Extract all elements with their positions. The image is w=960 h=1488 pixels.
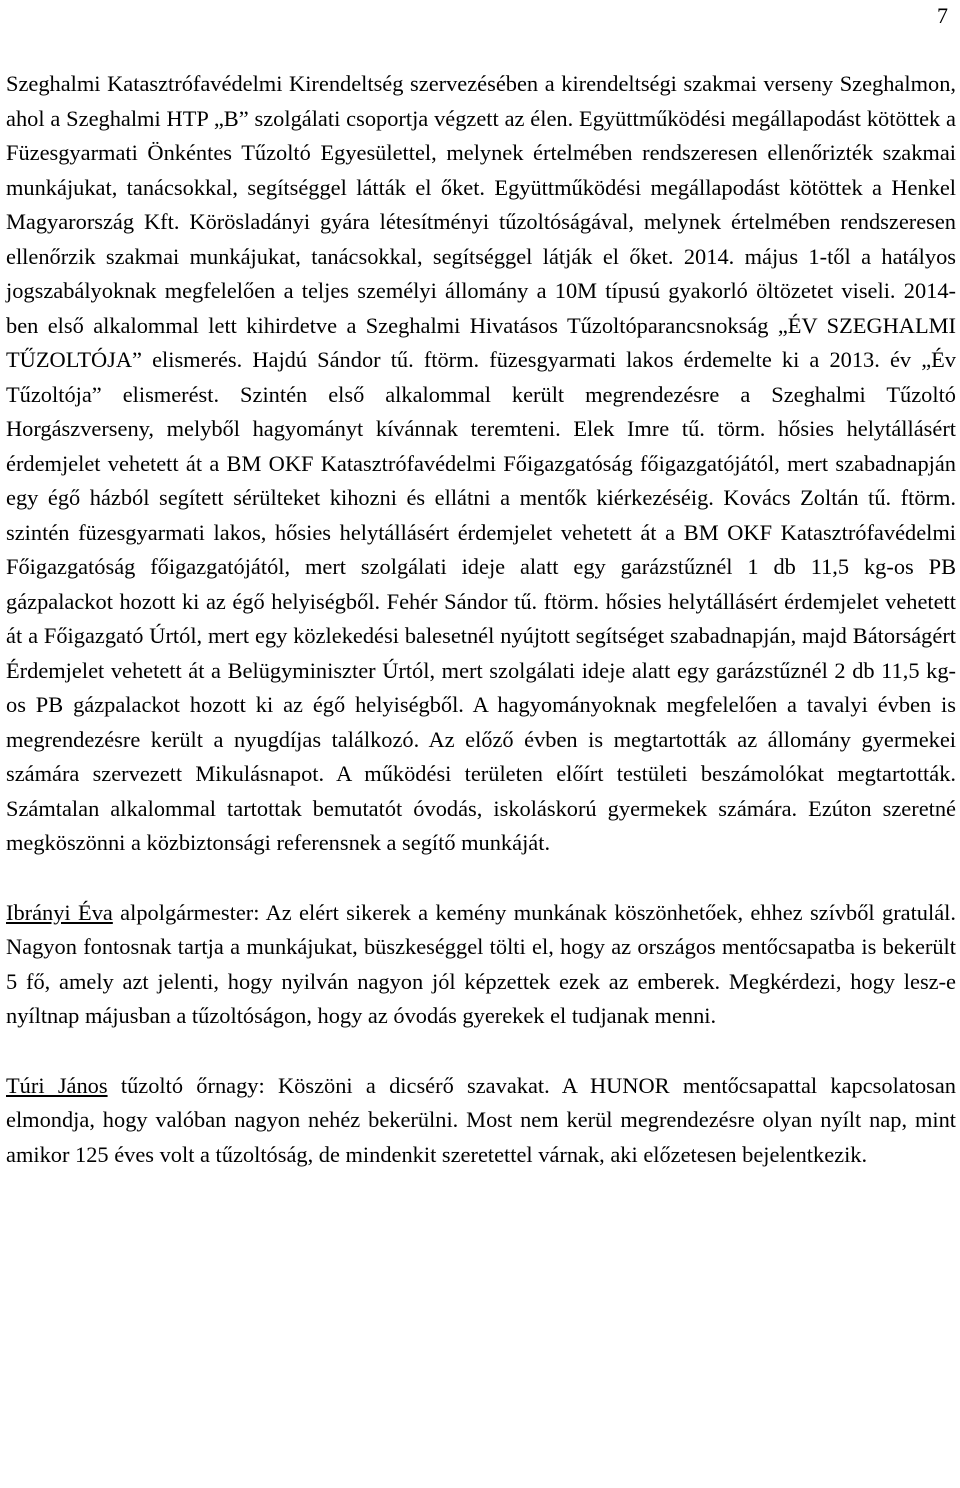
- paragraph-report: [6, 67, 956, 861]
- page-number: 7: [937, 3, 948, 28]
- paragraph-ibranyi-eva: [6, 896, 956, 1034]
- paragraph-text: Az elért sikerek a kemény munkának köszönhetőek, ehhez szívből gratulál. Nagyon fontosnak tartja a munkájukat, büszkeséggel tölti el, hogy az országos mentőcsapatba is bekerült 5 fő, amely azt jelenti, hogy nyilván nagyon jól képzettek ezek az emberek. Megkérdezi, hogy lesz-e nyíltnap májusban a tűzoltóságon, hogy az óvodás gyerekek el tudjanak menni.: [6, 899, 956, 1028]
- paragraph-text: Szeghalmi Katasztrófavédelmi Kirendeltség szervezésében a kirendeltségi szakmai verseny Szeghalmon, ahol a Szeghalmi HTP „B” szolgálati csoportja végzett az élen. Együttműködési megállapodást kötöttek a Füzesgyarmati Önkéntes Tűzoltó Egyesülettel, melynek értelmében rendszeresen ellenőrizték szakmai munkájukat, tanácsokkal, segítséggel látták el őket. Együttműködési megállapodást kötöttek a Henkel Magyarország Kft. Körösladányi gyára létesítményi tűzoltóságával, melynek értelmében rendszeresen ellenőrzik szakmai munkájukat, tanácsokkal, segítséggel látják el őket. 2014. május 1-től a hatályos jogszabályoknak megfelelően a teljes személyi állomány a 10M típusú gyakorló öltözetet viseli. 2014-ben első alkalommal lett kihirdetve a Szeghalmi Hivatásos Tűzoltóparancsnokság „ÉV SZEGHALMI TŰZOLTÓJA” elismerés. Hajdú Sándor tű. ftörm. füzesgyarmati lakos érdemelte ki a 2013. év „Év Tűzoltója” elismerést. Szintén első alkalommal került megrendezésre a Szeghalmi Tűzoltó Horgászverseny, melyből hagyományt kívánnak teremteni. Elek Imre tű. törm. hősies helytállásért érdemjelet vehetett át a BM OKF Katasztrófavédelmi Főigazgatóság főigazgatójától, mert szabadnapján egy égő házból segített sérülteket kihozni és ellátni a mentők kiérkezéséig. Kovács Zoltán tű. ftörm. szintén füzesgyarmati lakos, hősies helytállásért érdemjelet vehetett át a BM OKF Katasztrófavédelmi Főigazgatóság főigazgatójától, mert szolgálati ideje alatt egy garázstűznél 1 db 11,5 kg-os PB gázpalackot hozott ki az égő helyiségből. Fehér Sándor tű. ftörm. hősies helytállásért érdemjelet vehetett át a Főigazgató Úrtól, mert egy közlekedési balesetnél nyújtott segítséget szabadnapján, majd Bátorságért Érdemjelet vehetett át a Belügyminiszter Úrtól, mert szolgálati ideje alatt egy garázstűznél 2 db 11,5 kg-os PB gázpalackot hozott ki az égő helyiségből. A hagyományoknak megfelelően a tavalyi évben is megrendezésre került a nyugdíjas találkozó. Az előző évben is megtartották az állomány gyermekei számára szervezett Mikulásnapot. A működési területen előírt testületi beszámolókat megtartották. Számtalan alkalommal tartottak bemutatót óvodás, iskoláskorú gyermekek számára. Ezúton szeretné megköszönni a közbiztonsági referensnek a segítő munkáját.: [6, 71, 956, 855]
- speaker-name: Túri János: [6, 1072, 108, 1098]
- speaker-name: Ibrányi Éva: [6, 899, 113, 925]
- speaker-role: tűzoltó őrnagy:: [107, 1072, 265, 1098]
- document-body: [6, 67, 956, 1172]
- paragraph-text: Köszöni a dicsérő szavakat. A HUNOR mentőcsapattal kapcsolatosan elmondja, hogy valóban nagyon nehéz bekerülni. Most nem kerül megrendezésre olyan nyílt nap, mint amikor 125 éves volt a tűzoltóság, de mindenkit szeretettel várnak, aki előzetesen bejelentkezik.: [6, 1072, 956, 1167]
- paragraph-turi-janos: [6, 1069, 956, 1173]
- speaker-role: alpolgármester:: [112, 899, 260, 925]
